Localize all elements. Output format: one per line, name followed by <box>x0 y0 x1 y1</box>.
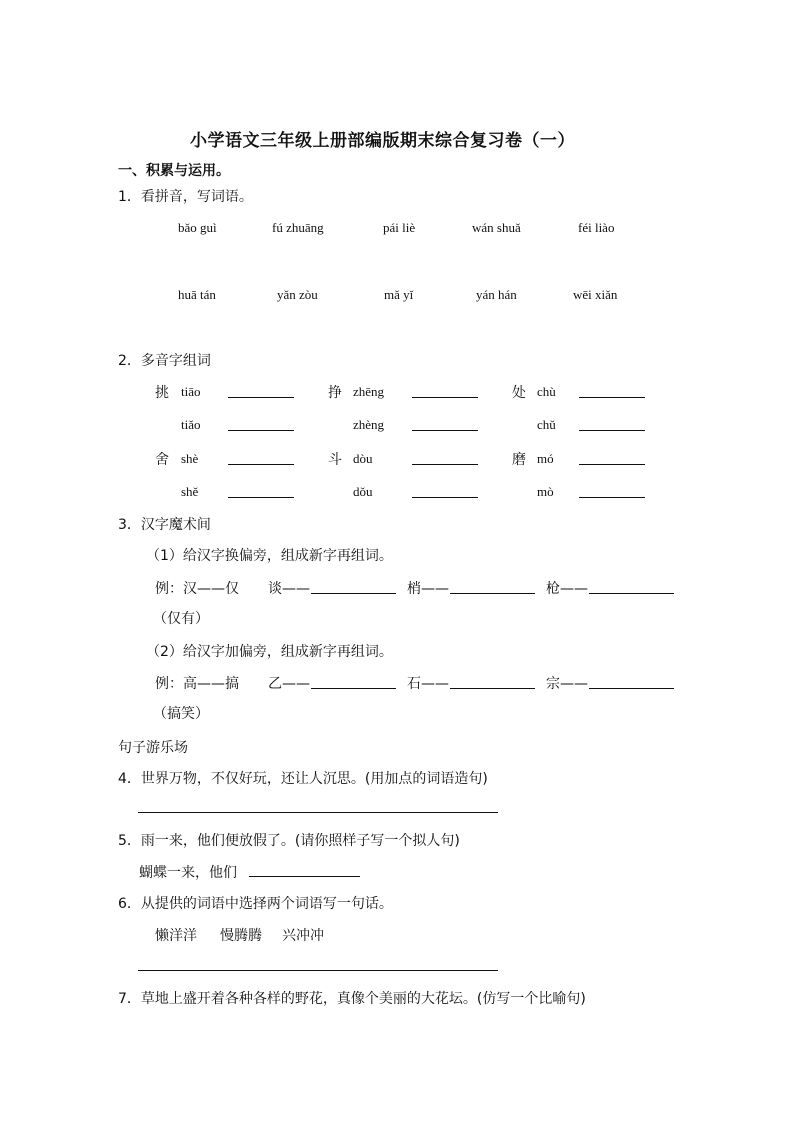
polyphone-char: 处 <box>512 385 526 401</box>
question-5-label: 5．雨一来，他们便放假了。(请你照样子写一个拟人句) <box>118 833 460 849</box>
polyphone-reading: shě <box>181 484 199 499</box>
pinyin-item: wēi xiǎn <box>573 287 618 302</box>
pinyin-item: mǎ yǐ <box>384 287 414 302</box>
pinyin-item: féi liào <box>578 220 615 235</box>
radical-item: 梢—— <box>407 581 449 597</box>
example-word: （搞笑） <box>153 706 209 722</box>
answer-blank[interactable] <box>228 430 294 431</box>
answer-blank[interactable] <box>228 497 294 498</box>
polyphone-reading: dǒu <box>353 484 373 499</box>
polyphone-reading: zhèng <box>353 417 385 432</box>
pinyin-item: yán hán <box>476 287 517 302</box>
answer-line[interactable] <box>138 812 498 813</box>
answer-blank[interactable] <box>450 688 535 689</box>
sub-question-2: （2）给汉字加偏旁，组成新字再组词。 <box>146 644 393 660</box>
question-7-label: 7．草地上盛开着各种各样的野花，真像个美丽的大花坛。(仿写一个比喻句) <box>118 991 586 1007</box>
question-1-label: 1．看拼音，写词语。 <box>118 189 253 205</box>
answer-blank[interactable] <box>579 397 645 398</box>
answer-blank[interactable] <box>579 464 645 465</box>
radical-item: 谈—— <box>268 581 310 597</box>
question-2-label: 2．多音字组词 <box>118 353 211 369</box>
pinyin-item: yǎn zòu <box>277 287 318 302</box>
answer-blank[interactable] <box>589 688 674 689</box>
polyphone-reading: chǔ <box>537 417 556 432</box>
polyphone-reading: dòu <box>353 451 373 466</box>
pinyin-item: huā tán <box>178 287 216 302</box>
pinyin-item: fú zhuāng <box>272 220 324 235</box>
polyphone-char: 舍 <box>155 452 169 468</box>
polyphone-char: 挑 <box>155 385 169 401</box>
question-5-prompt: 蝴蝶一来，他们 <box>139 865 237 881</box>
pinyin-item: wán shuǎ <box>472 220 521 235</box>
word-choice: 懒洋洋 <box>155 928 197 944</box>
answer-blank[interactable] <box>311 593 396 594</box>
polyphone-reading: shè <box>181 451 199 466</box>
answer-blank[interactable] <box>579 497 645 498</box>
radical-item: 宗—— <box>546 676 588 692</box>
pinyin-item: pái liè <box>383 220 416 235</box>
radical-item: 枪—— <box>546 581 588 597</box>
section-heading-1: 一、积累与运用。 <box>118 163 230 179</box>
answer-blank[interactable] <box>412 464 478 465</box>
page-title: 小学语文三年级上册部编版期末综合复习卷（一） <box>190 131 575 151</box>
answer-blank[interactable] <box>311 688 396 689</box>
radical-item: 石—— <box>407 676 449 692</box>
answer-blank[interactable] <box>412 397 478 398</box>
answer-blank[interactable] <box>450 593 535 594</box>
word-choice: 慢腾腾 <box>220 928 262 944</box>
polyphone-reading: tiāo <box>181 384 201 399</box>
answer-blank[interactable] <box>228 464 294 465</box>
polyphone-char: 挣 <box>328 385 342 401</box>
section-heading-2: 句子游乐场 <box>118 740 188 756</box>
polyphone-reading: mó <box>537 451 554 466</box>
question-4-label: 4．世界万物，不仅好玩，还让人沉思。(用加点的词语造句) <box>118 771 488 787</box>
radical-item: 乙—— <box>268 676 310 692</box>
answer-blank[interactable] <box>412 430 478 431</box>
polyphone-reading: chù <box>537 384 556 399</box>
answer-blank[interactable] <box>412 497 478 498</box>
polyphone-reading: zhēng <box>353 384 385 399</box>
answer-blank[interactable] <box>589 593 674 594</box>
polyphone-reading: tiǎo <box>181 417 201 432</box>
answer-blank[interactable] <box>579 430 645 431</box>
pinyin-item: bǎo guì <box>178 220 217 235</box>
question-3-label: 3．汉字魔术间 <box>118 517 211 533</box>
polyphone-char: 斗 <box>328 452 342 468</box>
answer-line[interactable] <box>138 970 498 971</box>
polyphone-char: 磨 <box>512 452 526 468</box>
example-word: （仅有） <box>153 611 209 627</box>
answer-blank[interactable] <box>249 876 360 877</box>
example-text: 例：高——搞 <box>155 676 239 692</box>
answer-blank[interactable] <box>228 397 294 398</box>
question-6-label: 6．从提供的词语中选择两个词语写一句话。 <box>118 896 393 912</box>
sub-question-1: （1）给汉字换偏旁，组成新字再组词。 <box>146 548 393 564</box>
example-text: 例：汉——仅 <box>155 581 239 597</box>
polyphone-reading: mò <box>537 484 554 499</box>
word-choice: 兴冲冲 <box>282 928 324 944</box>
